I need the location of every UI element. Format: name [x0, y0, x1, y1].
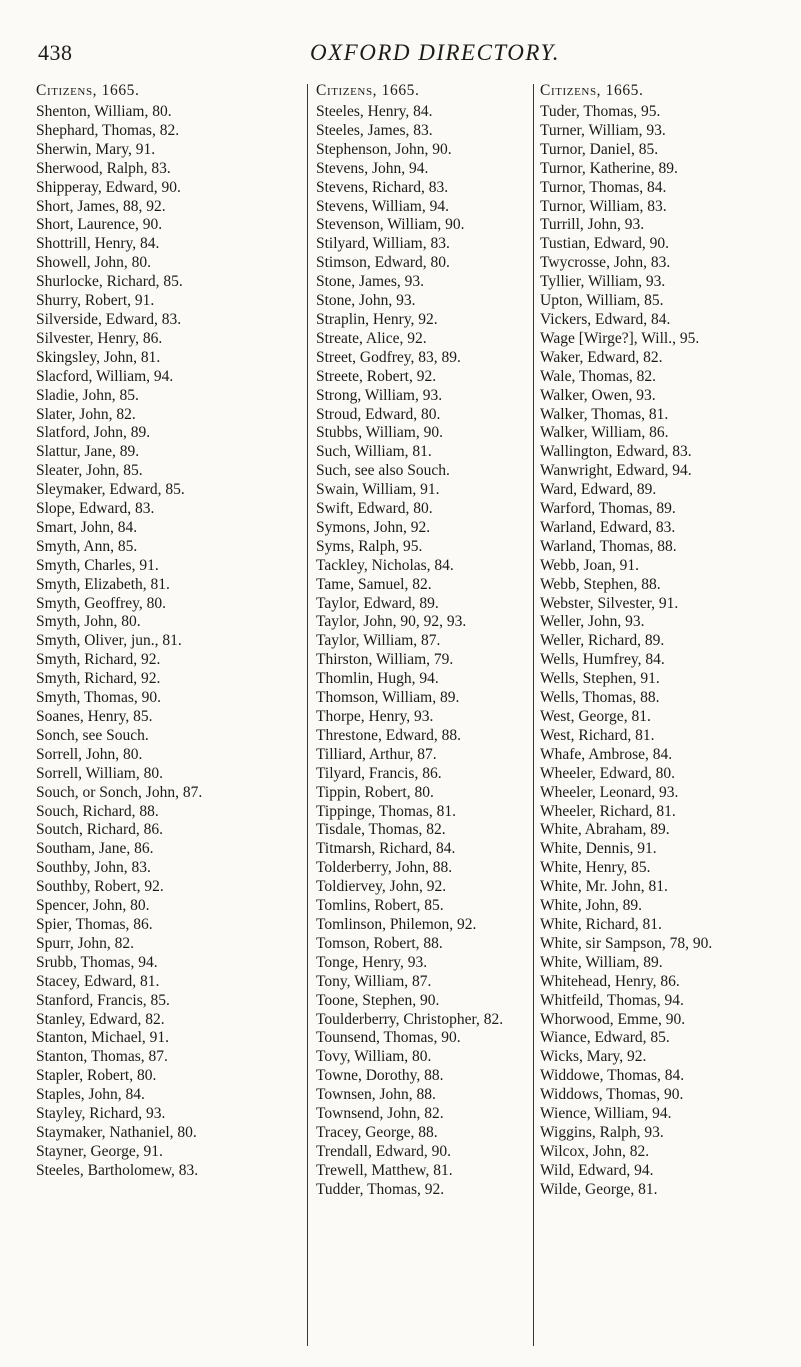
directory-entry: Turnor, Katherine, 89.	[540, 159, 678, 177]
directory-entry: Stevenson, William, 90.	[316, 216, 465, 234]
directory-entry: Skingsley, John, 81.	[36, 348, 161, 366]
directory-entry: Stanley, Edward, 82.	[36, 1010, 165, 1028]
directory-entry: Widdows, Thomas, 90.	[540, 1086, 684, 1104]
directory-entry: Spencer, John, 80.	[36, 897, 150, 915]
directory-entry: Straplin, Henry, 92.	[316, 310, 438, 328]
page-number: 438	[38, 40, 73, 65]
directory-entry: White, Dennis, 91.	[540, 840, 657, 858]
directory-entry: White, Henry, 85.	[540, 859, 651, 877]
directory-entry: Short, Laurence, 90.	[36, 216, 163, 234]
directory-entry: Shenton, William, 80.	[36, 103, 172, 120]
directory-entry: Soanes, Henry, 85.	[36, 708, 153, 725]
directory-entry: Wells, Thomas, 88.	[540, 689, 660, 707]
directory-entry: Stone, John, 93.	[316, 292, 416, 310]
directory-entry: Stephenson, John, 90.	[316, 140, 452, 158]
directory-entry: Slatford, John, 89.	[36, 424, 151, 442]
directory-entry: Tilyard, Francis, 86.	[316, 764, 442, 782]
directory-entry: White, Mr. John, 81.	[540, 878, 668, 896]
directory-entry: Tudder, Thomas, 92.	[316, 1180, 445, 1198]
directory-entry: Taylor, John, 90, 92, 93.	[316, 613, 467, 631]
column-divider	[533, 84, 534, 1346]
directory-entry: Stevens, John, 94.	[316, 159, 429, 177]
directory-entry: Silverside, Edward, 83.	[36, 310, 182, 328]
page-header	[0, 18, 801, 68]
directory-entry: Whitehead, Henry, 86.	[540, 972, 680, 990]
column-heading: Citizens, 1665.	[36, 82, 140, 99]
directory-entry: Souch, or Sonch, John, 87.	[36, 783, 203, 801]
directory-entry: Wiggins, Ralph, 93.	[540, 1123, 664, 1141]
directory-entry: Tuder, Thomas, 95.	[540, 103, 661, 120]
directory-entry: Streete, Robert, 92.	[316, 367, 437, 385]
directory-entry: Stanton, Michael, 91.	[36, 1029, 170, 1047]
directory-entry: Walker, Thomas, 81.	[540, 405, 669, 423]
directory-entry: Tackley, Nicholas, 84.	[316, 556, 454, 574]
directory-entry: Thirston, William, 79.	[316, 651, 454, 669]
directory-entry: Sherwin, Mary, 91.	[36, 140, 156, 158]
directory-entry: Stevens, William, 94.	[316, 197, 449, 215]
directory-entry: Shottrill, Henry, 84.	[36, 235, 160, 253]
directory-entry: Tippin, Robert, 80.	[316, 783, 434, 801]
directory-entry: Wage [Wirge?], Will., 95.	[540, 329, 700, 347]
directory-entry: Staymaker, Nathaniel, 80.	[36, 1123, 197, 1141]
directory-entry: West, Richard, 81.	[540, 726, 655, 744]
directory-entry: Wells, Stephen, 91.	[540, 670, 660, 688]
directory-entry: Turner, William, 93.	[540, 121, 666, 139]
directory-entry: Trewell, Matthew, 81.	[316, 1161, 453, 1179]
directory-entry: Stacey, Edward, 81.	[36, 972, 160, 990]
directory-entry: Tilliard, Arthur, 87.	[316, 745, 437, 763]
directory-entry: Stroud, Edward, 80.	[316, 405, 441, 423]
directory-entry: Toone, Stephen, 90.	[316, 991, 440, 1009]
directory-entry: Tustian, Edward, 90.	[540, 235, 670, 253]
directory-entry: Such, see also Souch.	[316, 462, 450, 480]
directory-entry: Swift, Edward, 80.	[316, 500, 433, 518]
directory-entry: Smyth, Oliver, jun., 81.	[36, 632, 182, 650]
directory-entry: Wilcox, John, 82.	[540, 1142, 650, 1160]
directory-entry: Wilde, George, 81.	[540, 1180, 658, 1198]
directory-entry: Toldiervey, John, 92.	[316, 878, 447, 896]
directory-entry: Sonch, see Souch.	[36, 726, 149, 744]
directory-entry: Thomlin, Hugh, 94.	[316, 670, 439, 688]
directory-entry: Smyth, Richard, 92.	[36, 651, 161, 669]
directory-entry: Smyth, Thomas, 90.	[36, 689, 162, 707]
directory-entry: White, sir Sampson, 78, 90.	[540, 934, 713, 952]
directory-entry: Tomlinson, Philemon, 92.	[316, 915, 477, 933]
directory-entry: Tolderberry, John, 88.	[316, 859, 453, 877]
directory-entry: Tounsend, Thomas, 90.	[316, 1029, 461, 1047]
directory-entry: Sherwood, Ralph, 83.	[36, 159, 171, 177]
directory-entry: Turnor, Thomas, 84.	[540, 178, 667, 196]
directory-entry: Turrill, John, 93.	[540, 216, 645, 234]
directory-entry: Tisdale, Thomas, 82.	[316, 821, 446, 839]
directory-entry: Spier, Thomas, 86.	[36, 915, 153, 933]
directory-entry: Whitfeild, Thomas, 94.	[540, 991, 684, 1009]
directory-entry: Wheeler, Richard, 81.	[540, 802, 676, 820]
directory-entry: Street, Godfrey, 83, 89.	[316, 348, 461, 366]
directory-entry: Wience, William, 94.	[540, 1105, 672, 1123]
directory-entry: Silvester, Henry, 86.	[36, 329, 163, 347]
directory-entry: Webster, Silvester, 91.	[540, 594, 679, 612]
directory-entry: Slope, Edward, 83.	[36, 500, 155, 518]
directory-entry: Webb, Joan, 91.	[540, 556, 640, 574]
running-title: OXFORD DIRECTORY.	[310, 40, 560, 65]
directory-entry: West, George, 81.	[540, 708, 651, 725]
directory-entry: Wale, Thomas, 82.	[540, 367, 656, 385]
directory-entry: Towne, Dorothy, 88.	[316, 1067, 444, 1085]
directory-entry: Tovy, William, 80.	[316, 1048, 432, 1066]
directory-entry: Turnor, Daniel, 85.	[540, 140, 659, 158]
directory-entry: Stanton, Thomas, 87.	[36, 1048, 168, 1066]
directory-entry: Tonge, Henry, 93.	[316, 953, 428, 971]
directory-entry: Stanford, Francis, 85.	[36, 991, 170, 1009]
directory-entry: White, Abraham, 89.	[540, 821, 670, 839]
directory-entry: Symons, John, 92.	[316, 518, 431, 536]
directory-entry: Taylor, Edward, 89.	[316, 594, 439, 612]
directory-entry: Spurr, John, 82.	[36, 934, 134, 952]
directory-entry: Stevens, Richard, 83.	[316, 178, 449, 196]
directory-entry: Tyllier, William, 93.	[540, 273, 666, 291]
directory-entry: Turnor, William, 83.	[540, 197, 667, 215]
directory-entry: Steeles, Henry, 84.	[316, 103, 433, 120]
directory-entry: Tony, William, 87.	[316, 972, 432, 990]
directory-entry: Warland, Edward, 83.	[540, 518, 676, 536]
directory-entry: Wheeler, Edward, 80.	[540, 764, 675, 782]
directory-entry: Stayley, Richard, 93.	[36, 1105, 166, 1123]
directory-entry: Sorrell, John, 80.	[36, 745, 143, 763]
directory-entry: Smyth, Geoffrey, 80.	[36, 594, 167, 612]
column-divider	[307, 84, 308, 1346]
directory-entry: Sladie, John, 85.	[36, 386, 139, 404]
directory-entry: Tomlins, Robert, 85.	[316, 897, 444, 915]
directory-entry: Strong, William, 93.	[316, 386, 443, 404]
directory-entry: Ward, Edward, 89.	[540, 481, 657, 499]
directory-column-2	[316, 80, 532, 1350]
directory-entry: Twycrosse, John, 83.	[540, 254, 671, 272]
directory-entry: Syms, Ralph, 95.	[316, 537, 423, 555]
directory-entry: Such, William, 81.	[316, 443, 432, 461]
directory-entry: Steeles, Bartholomew, 83.	[36, 1161, 199, 1179]
directory-entry: Wheeler, Leonard, 93.	[540, 783, 679, 801]
directory-entry: Slater, John, 82.	[36, 405, 136, 423]
directory-entry: Widdowe, Thomas, 84.	[540, 1067, 685, 1085]
directory-entry: Titmarsh, Richard, 84.	[316, 840, 456, 858]
directory-entry: Smyth, Ann, 85.	[36, 537, 138, 555]
directory-entry: Southby, John, 83.	[36, 859, 151, 877]
directory-entry: Sleater, John, 85.	[36, 462, 143, 480]
directory-entry: Wells, Humfrey, 84.	[540, 651, 665, 669]
directory-entry: Stilyard, William, 83.	[316, 235, 450, 253]
directory-entry: Webb, Stephen, 88.	[540, 575, 661, 593]
directory-entry: Stubbs, William, 90.	[316, 424, 443, 442]
directory-entry: White, John, 89.	[540, 897, 643, 915]
directory-entry: Walker, William, 86.	[540, 424, 669, 442]
directory-entry: Threstone, Edward, 88.	[316, 726, 462, 744]
directory-entry: Taylor, William, 87.	[316, 632, 441, 650]
directory-entry: Thomson, William, 89.	[316, 689, 460, 707]
directory-entry: Wiance, Edward, 85.	[540, 1029, 670, 1047]
directory-entry: Slacford, William, 94.	[36, 367, 174, 385]
directory-entry: Smyth, Richard, 92.	[36, 670, 161, 688]
directory-entry: Warford, Thomas, 89.	[540, 500, 676, 518]
directory-entry: Southam, Jane, 86.	[36, 840, 154, 858]
directory-entry: Tracey, George, 88.	[316, 1123, 438, 1141]
directory-entry: Whorwood, Emme, 90.	[540, 1010, 686, 1028]
directory-entry: Trendall, Edward, 90.	[316, 1142, 452, 1160]
directory-column-3	[540, 80, 776, 1350]
directory-entry: Smyth, John, 80.	[36, 613, 141, 631]
directory-entry: Whafe, Ambrose, 84.	[540, 745, 673, 763]
directory-entry: Smyth, Elizabeth, 81.	[36, 575, 170, 593]
directory-column-1	[36, 80, 298, 1350]
directory-entry: Sorrell, William, 80.	[36, 764, 163, 782]
directory-entry: Short, James, 88, 92.	[36, 197, 166, 215]
directory-entry: Shurlocke, Richard, 85.	[36, 273, 183, 291]
directory-entry: Souch, Richard, 88.	[36, 802, 159, 820]
directory-entry: Shurry, Robert, 91.	[36, 292, 155, 310]
directory-entry: Streate, Alice, 92.	[316, 329, 427, 347]
directory-entry: Slattur, Jane, 89.	[36, 443, 140, 461]
directory-entry: Weller, Richard, 89.	[540, 632, 665, 650]
directory-entry: Soutch, Richard, 86.	[36, 821, 163, 839]
directory-entry: Showell, John, 80.	[36, 254, 151, 272]
directory-entry: Warland, Thomas, 88.	[540, 537, 677, 555]
directory-entry: Wanwright, Edward, 94.	[540, 462, 692, 480]
directory-entry: Tippinge, Thomas, 81.	[316, 802, 456, 820]
directory-entry: Southby, Robert, 92.	[36, 878, 164, 896]
directory-entry: Srubb, Thomas, 94.	[36, 953, 158, 971]
directory-entry: Shephard, Thomas, 82.	[36, 121, 180, 139]
directory-entry: White, Richard, 81.	[540, 915, 662, 933]
directory-entry: Townsend, John, 82.	[316, 1105, 444, 1123]
directory-entry: Staples, John, 84.	[36, 1086, 145, 1104]
directory-entry: Smart, John, 84.	[36, 518, 138, 536]
directory-entry: Waker, Edward, 82.	[540, 348, 663, 366]
directory-entry: Wild, Edward, 94.	[540, 1161, 654, 1179]
directory-entry: Weller, John, 93.	[540, 613, 645, 631]
directory-entry: Tame, Samuel, 82.	[316, 575, 432, 593]
directory-entry: Swain, William, 91.	[316, 481, 440, 499]
directory-entry: Stimson, Edward, 80.	[316, 254, 450, 272]
directory-entry: Upton, William, 85.	[540, 292, 664, 310]
directory-entry: Shipperay, Edward, 90.	[36, 178, 181, 196]
column-heading: Citizens, 1665.	[540, 82, 644, 99]
directory-entry: Sleymaker, Edward, 85.	[36, 481, 185, 499]
directory-entry: Vickers, Edward, 84.	[540, 310, 671, 328]
directory-entry: Thorpe, Henry, 93.	[316, 708, 434, 725]
directory-entry: Wallington, Edward, 83.	[540, 443, 692, 461]
directory-entry: White, William, 89.	[540, 953, 663, 971]
directory-entry: Smyth, Charles, 91.	[36, 556, 159, 574]
directory-entry: Steeles, James, 83.	[316, 121, 433, 139]
column-heading: Citizens, 1665.	[316, 82, 420, 99]
directory-entry: Tomson, Robert, 88.	[316, 934, 443, 952]
directory-entry: Toulderberry, Christopher, 82.	[316, 1010, 504, 1028]
directory-entry: Stayner, George, 91.	[36, 1142, 163, 1160]
directory-entry: Townsen, John, 88.	[316, 1086, 436, 1104]
directory-entry: Stapler, Robert, 80.	[36, 1067, 157, 1085]
directory-entry: Walker, Owen, 93.	[540, 386, 656, 404]
directory-entry: Wicks, Mary, 92.	[540, 1048, 647, 1066]
directory-entry: Stone, James, 93.	[316, 273, 425, 291]
